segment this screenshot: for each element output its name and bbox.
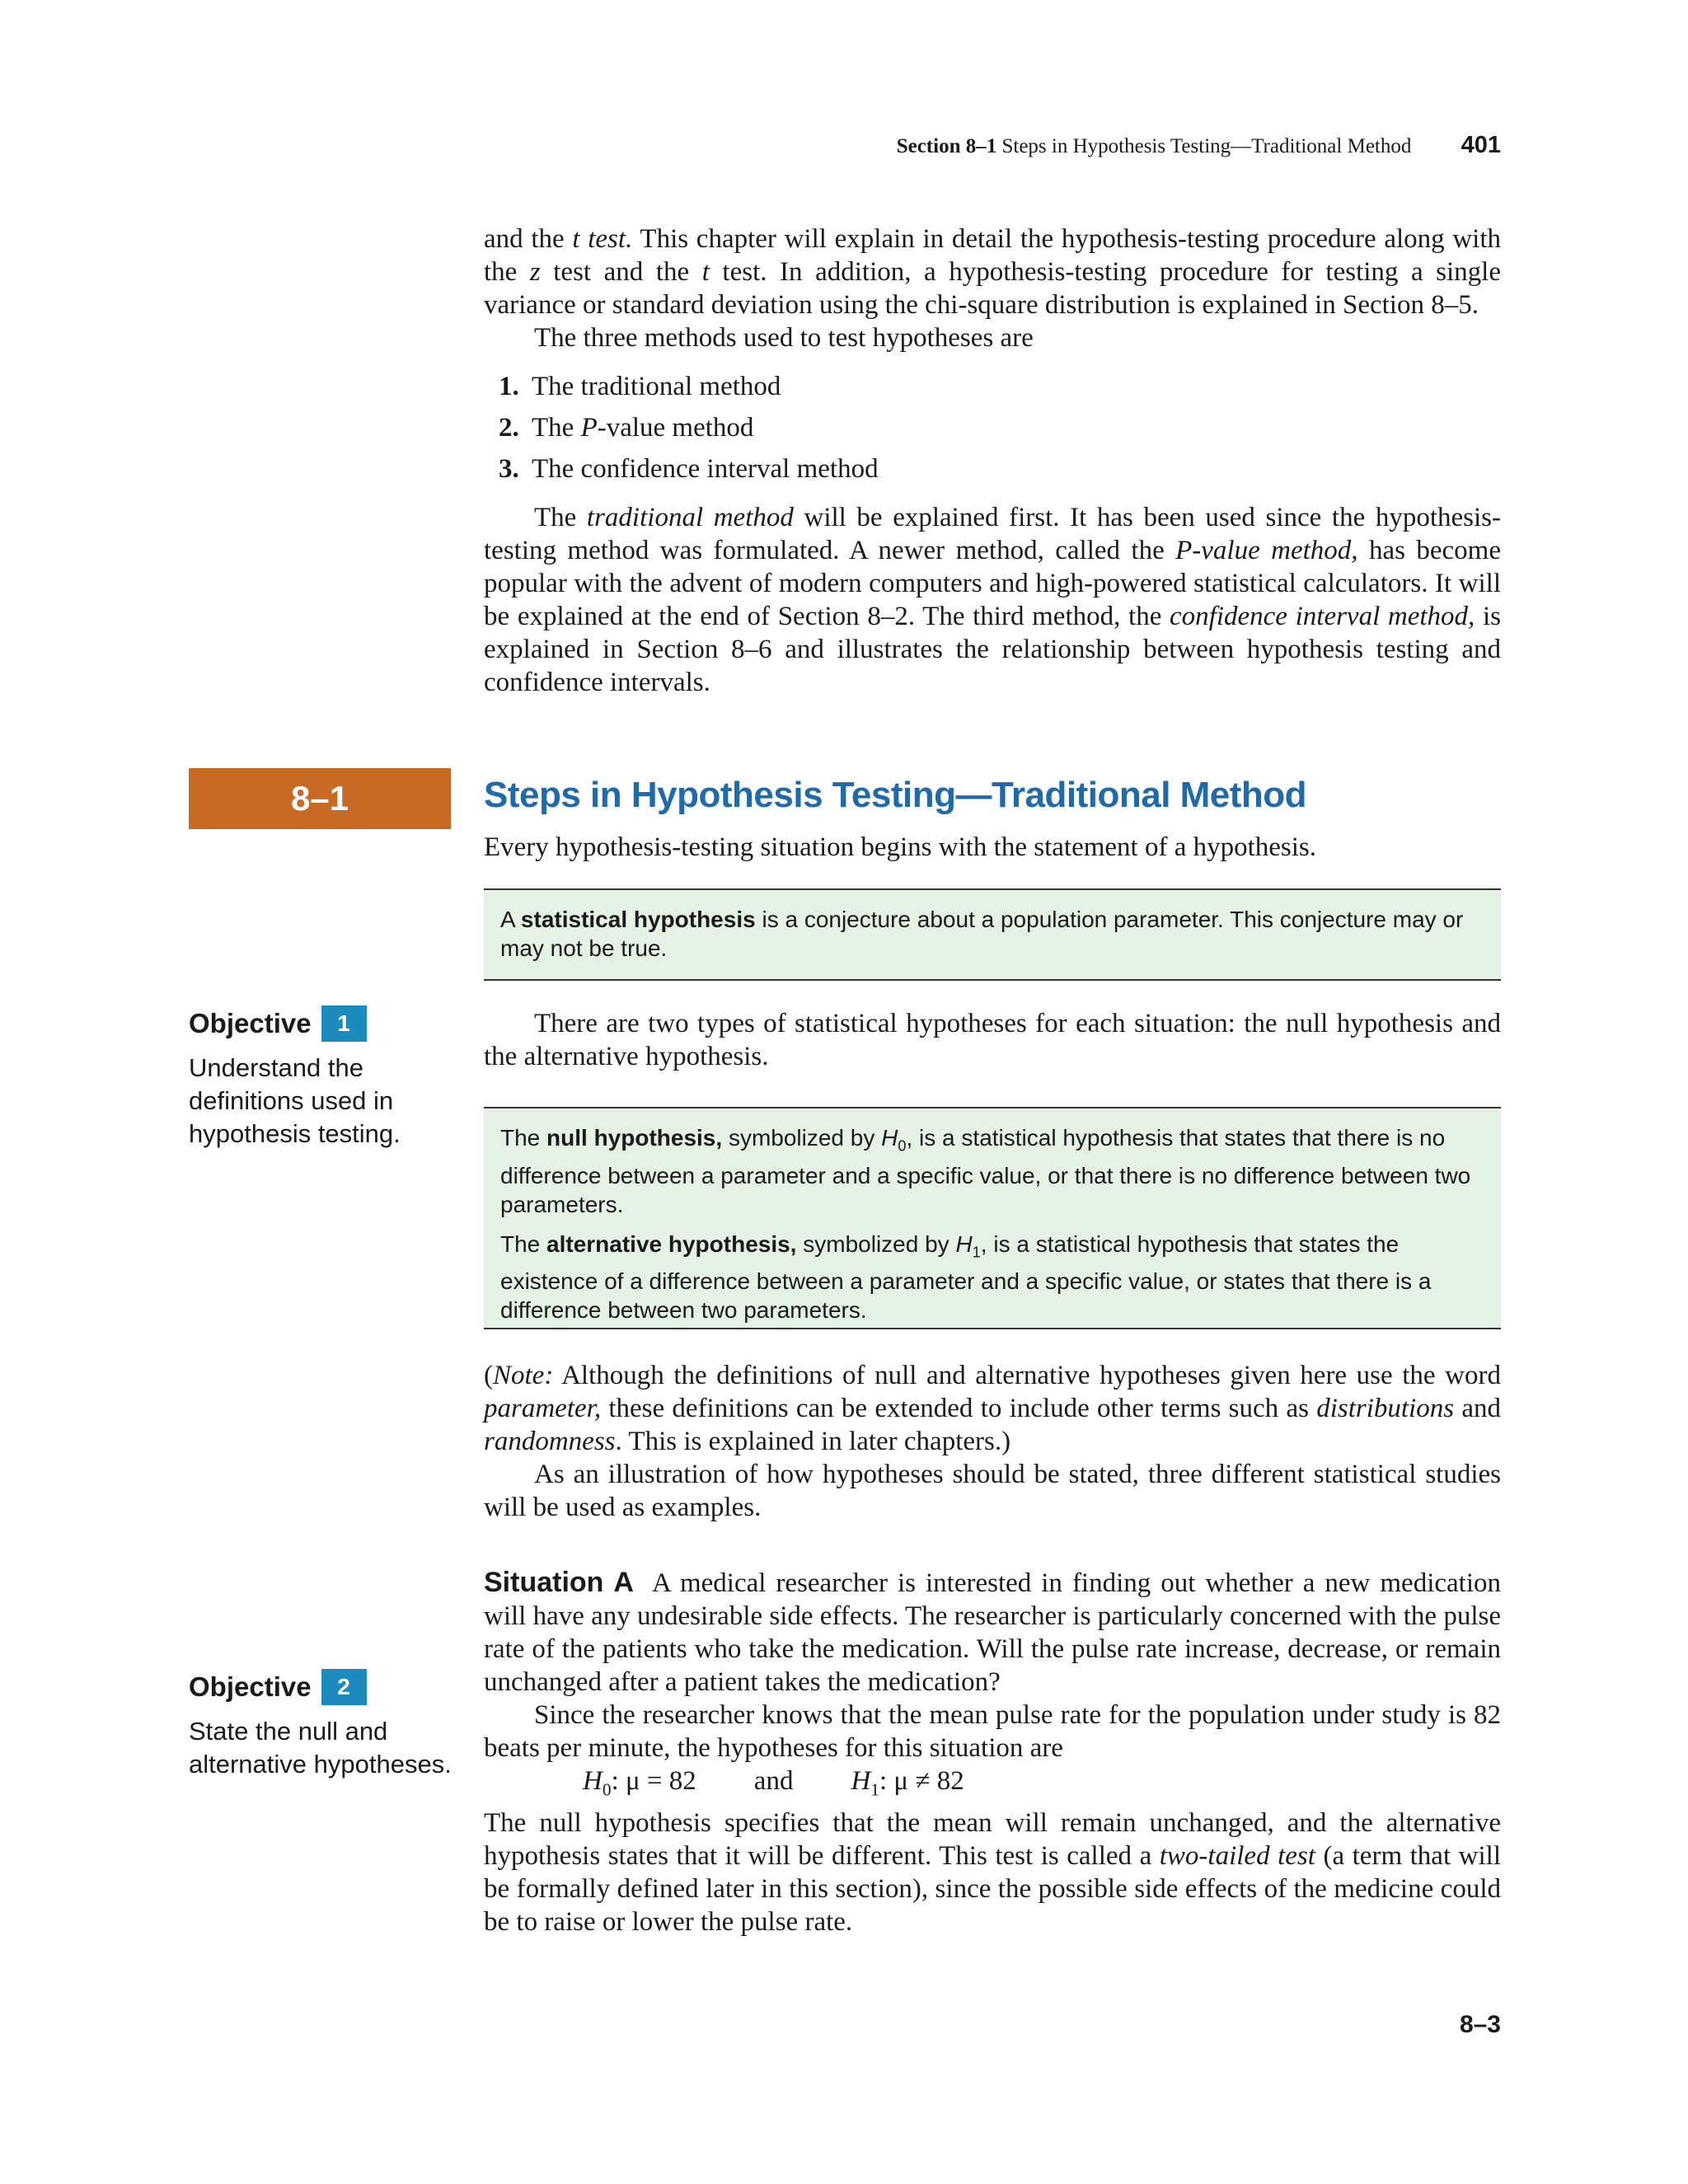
objective-text: State the null and alternative hypotheses.: [189, 1717, 452, 1779]
methods-list: [484, 366, 1501, 490]
alternative-hypothesis-definition: The alternative hypothesis, symbolized by $H_1$, is a statistical hypothesis that states the existence of a difference between a parameter and a specific value, or states that there is a difference between two parameters.: [500, 1230, 1432, 1324]
intro-paragraph-3: The traditional method will be explained first. It has been used since the hypothesis-testing method was formulated. A newer method, called the P-value method, has become popular with the advent of modern computers and high-powered statistical calculators. It will be explained at the end of Section 8–2. The third method, the confidence interval method, is explained in Section 8–6 and illustrates the relationship between hypothesis testing and confidence intervals.: [484, 503, 1501, 697]
page-number: 401: [1461, 132, 1501, 158]
situation-label: Situation A: [484, 1567, 634, 1598]
running-head-section: Section 8–1: [896, 135, 997, 157]
null-hypothesis-definition: The null hypothesis, symbolized by $H_0$, is a statistical hypothesis that states that there is no difference between a parameter and a specific value, or that there is no difference between two parameters.: [500, 1125, 1471, 1217]
list-item: 1. The traditional method: [499, 372, 781, 401]
situation-a-paragraph-2: Since the researcher knows that the mean pulse rate for the population under study is 82 beats per minute, the hypotheses for this situation are: [484, 1700, 1501, 1763]
intro-paragraph-2: The three methods used to test hypotheses are: [534, 323, 1034, 353]
running-head-title: Steps in Hypothesis Testing—Traditional Method: [1001, 135, 1412, 157]
objective-2: [189, 1669, 461, 1781]
situation-a: [484, 1566, 1501, 1938]
running-head: [897, 132, 1501, 159]
section-title: Steps in Hypothesis Testing—Traditional Method: [484, 775, 1307, 815]
hypotheses-formula: $H_0$: μ = 82 and $H_1$: μ ≠ 82: [583, 1766, 964, 1800]
intro-text: [484, 223, 1501, 699]
section-number-tab: 8–1: [189, 768, 451, 829]
objective-label: Objective: [189, 1008, 312, 1038]
situation-a-paragraph-3: The null hypothesis specifies that the mean will remain unchanged, and the alternative hypothesis states that it will be different. This test is called a two-tailed test (a term that will be formally defined later in this section), since the possible side effects of the medicine could be to raise or lower the pulse rate.: [484, 1807, 1501, 1937]
objective-number-badge: 2: [321, 1669, 367, 1705]
intro-paragraph-1: and the t test. This chapter will explain in detail the hypothesis-testing procedure along with the z test and the t test. In addition, a hypothesis-testing procedure for testing a single variance or standard deviation using the chi-square distribution is explained in Section 8–5.: [484, 224, 1502, 320]
types-paragraph: There are two types of statistical hypotheses for each situation: the null hypothesis and the alternative hypothesis.: [484, 1009, 1501, 1071]
list-item: 2. The P-value method: [499, 413, 754, 443]
situation-a-paragraph-1: Situation A A medical researcher is interested in finding out whether a new medication will have any undesirable side effects. The researcher is particularly concerned with the pulse rate of the patients who take the medication. Will the pulse rate increase, decrease, or remain unchanged after a patient takes the medication?: [484, 1567, 1502, 1697]
section-lead: Every hypothesis-testing situation begins with the statement of a hypothesis.: [484, 832, 1317, 862]
objective-1: [189, 1005, 461, 1151]
note-paragraph: (Note: Although the definitions of null and alternative hypotheses given here use the word parameter, these definitions can be extended to include other terms such as distributions and randomness. This is explained in later chapters.) As an illustration of how hypotheses should be stated, three different statistical studies will be used as examples.: [484, 1361, 1501, 1522]
definition-box-null-alternative: [484, 1107, 1501, 1329]
folio: 8–3: [1459, 2011, 1501, 2038]
objective-text: Understand the definitions used in hypothesis testing.: [189, 1053, 401, 1148]
list-item: 3. The confidence interval method: [499, 454, 879, 484]
objective-label: Objective: [189, 1671, 312, 1702]
definition-box-statistical-hypothesis: A statistical hypothesis is a conjecture about a population parameter. This conjecture may or may not be true.: [484, 888, 1501, 981]
objective-number-badge: 1: [321, 1005, 367, 1042]
